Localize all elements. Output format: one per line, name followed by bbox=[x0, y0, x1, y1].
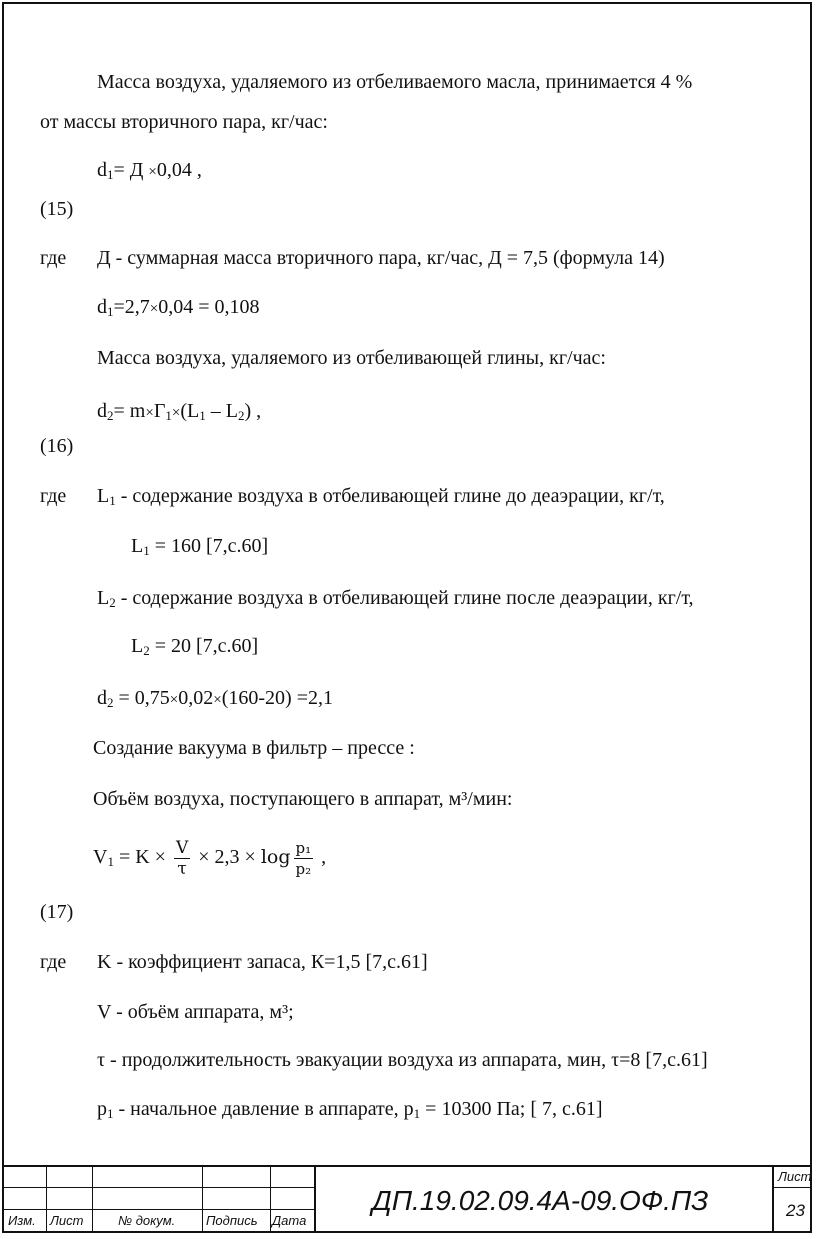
calculation-d1: $d_1=2,7\times 0,04 = 0,108$ bbox=[97, 296, 260, 319]
stamp-col-line-3 bbox=[202, 1165, 203, 1231]
stamp-top-border bbox=[4, 1165, 810, 1167]
formula-16: $d_2= m\times Г_1\times(L_1 - L_2)$ , bbox=[97, 400, 262, 423]
sheet-label: Лист bbox=[778, 1169, 812, 1184]
definition-D: Д - суммарная масса вторичного пара, кг/час, Д = 7,5 (формула 14) bbox=[97, 247, 665, 269]
where-label-2: где bbox=[40, 485, 67, 507]
document-code: ДП.19.02.09.4А-09.ОФ.ПЗ bbox=[372, 1185, 709, 1216]
paragraph-clay-air: Масса воздуха, удаляемого из отбеливающей глины, кг/час: bbox=[97, 347, 606, 369]
sheet-number: 23 bbox=[786, 1201, 805, 1220]
stamp-col-line-2 bbox=[92, 1165, 93, 1231]
equation-number-16: (16) bbox=[40, 435, 74, 457]
definition-p1: $p_1$ - начальное давление в аппарате, $p_1 = 10300$ Па; [ 7, с.61] bbox=[97, 1098, 603, 1121]
calculation-d2: $d_2 = 0,75\times 0,02\times(160-20) =2,1$ bbox=[97, 687, 333, 710]
stamp-col-line-6 bbox=[772, 1165, 774, 1231]
fraction-p1-over-p2: $\frac{\text{p₁}}{\text{p₂}}$ bbox=[295, 838, 312, 878]
definition-tau: τ - продолжительность эвакуации воздуха из аппарата, мин, τ=8 [7,с.61] bbox=[97, 1049, 708, 1071]
stamp-label-dokum: № докум. bbox=[118, 1213, 176, 1228]
stamp-label-list: Лист bbox=[50, 1213, 84, 1228]
stamp-col-line-4 bbox=[270, 1165, 271, 1231]
where-label-1: где bbox=[40, 247, 67, 269]
equation-number-17: (17) bbox=[40, 901, 74, 923]
heading-air-volume: Объём воздуха, поступающего в аппарат, м³/мин: bbox=[93, 788, 513, 810]
stamp-label-izm: Изм. bbox=[8, 1213, 36, 1228]
stamp-label-podpis: Подпись bbox=[206, 1213, 258, 1228]
heading-vacuum: Создание вакуума в фильтр – прессе : bbox=[93, 737, 415, 759]
stamp-row-line-1 bbox=[4, 1187, 314, 1188]
definition-V: V - объём аппарата, м³; bbox=[97, 1001, 294, 1023]
definition-L1: $L_1$ - содержание воздуха в отбеливающей глине до деаэрации, кг/т, bbox=[97, 485, 665, 508]
stamp-label-data: Дата bbox=[272, 1213, 307, 1228]
title-block bbox=[4, 1165, 810, 1231]
fraction-V-over-tau: $\frac{V}{\tau}$ bbox=[175, 837, 189, 879]
definition-K: K - коэффициент запаса, К=1,5 [7,с.61] bbox=[97, 951, 428, 973]
paragraph-air-mass-line1: Масса воздуха, удаляемого из отбеливаемого масла, принимается 4 % bbox=[97, 71, 693, 93]
stamp-col-line-5 bbox=[314, 1165, 316, 1231]
paragraph-air-mass-line2: от массы вторичного пара, кг/час: bbox=[40, 111, 328, 133]
equation-number-15: (15) bbox=[40, 198, 74, 220]
formula-17: $V_1 = K$ × $\frac{V}{\tau}$ × 2,3 × log $\frac{\text{p₁}}{\text{p₂}}$ , bbox=[93, 837, 327, 879]
definition-L2: $L_2$ - содержание воздуха в отбеливающей глине после деаэрации, кг/т, bbox=[97, 587, 694, 610]
where-label-3: где bbox=[40, 951, 67, 973]
stamp-col-line-1 bbox=[46, 1165, 47, 1231]
value-L1: $L_1 = 160$ [7,с.60] bbox=[131, 535, 269, 558]
stamp-row-line-2 bbox=[4, 1209, 314, 1210]
formula-15: $d_1= Д \times 0,04$ , bbox=[97, 159, 202, 182]
sheet-cell-divider bbox=[772, 1187, 810, 1188]
value-L2: $L_2 = 20$ [7,с.60] bbox=[131, 635, 259, 658]
